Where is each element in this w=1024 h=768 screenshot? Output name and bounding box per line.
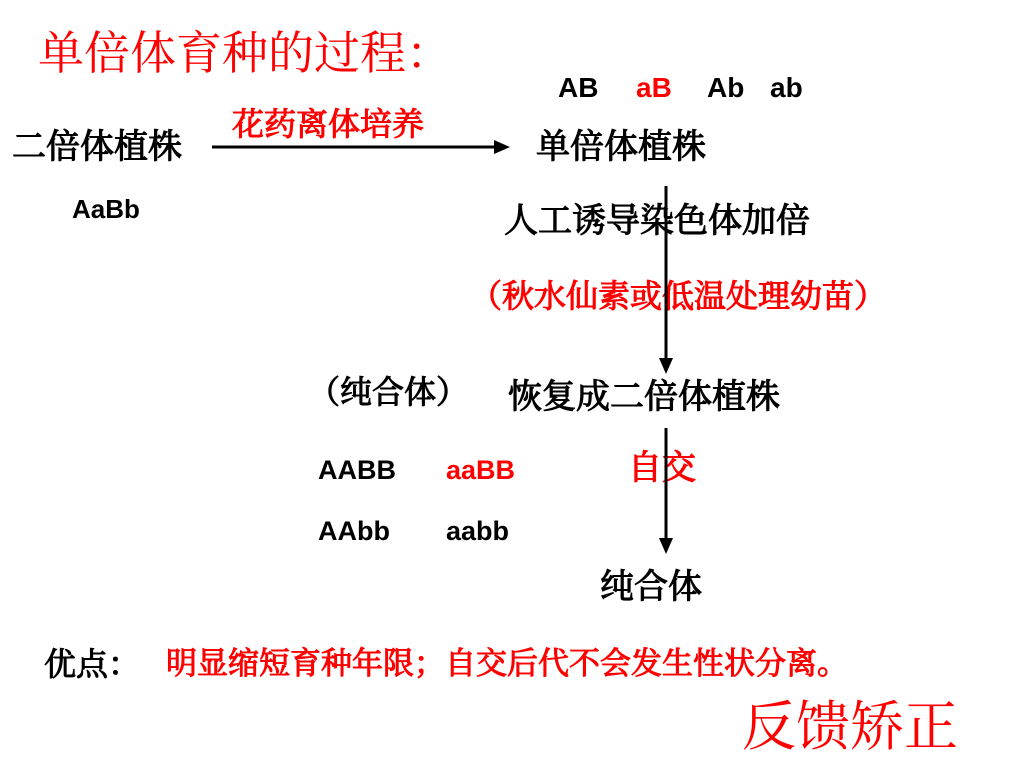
restored-diploid-label: 恢复成二倍体植株 xyxy=(508,377,780,417)
diploid-plant-label: 二倍体植株 xyxy=(12,127,182,167)
arrow-head xyxy=(494,140,510,154)
homozygote-result-label: 纯合体 xyxy=(600,567,702,607)
gamete-genotype: Ab xyxy=(707,72,745,103)
diploid-genotype: AaBb xyxy=(72,194,140,224)
selfing-label: 自交 xyxy=(628,448,696,488)
feedback-label: 反馈矫正 xyxy=(742,695,958,758)
page-title: 单倍体育种的过程： xyxy=(38,26,452,80)
gamete-genotype: AB xyxy=(558,72,599,103)
genotype-item: AABB xyxy=(318,455,396,485)
colchicine-note: （秋水仙素或低温处理幼苗） xyxy=(470,277,887,315)
homozygote-note: （纯合体） xyxy=(308,373,469,411)
advantage-label: 优点： xyxy=(44,645,141,683)
haploid-plant-label: 单倍体植株 xyxy=(536,127,706,167)
arrow-head xyxy=(659,358,673,374)
gamete-genotype: aB xyxy=(636,72,672,103)
advantage-text: 明显缩短育种年限；自交后代不会发生性状分离。 xyxy=(166,646,848,682)
genotype-item: aabb xyxy=(446,516,510,546)
anther-culture-label: 花药离体培养 xyxy=(232,105,425,143)
arrow-head xyxy=(659,538,673,554)
genotype-item: aaBB xyxy=(446,455,516,485)
genotype-item: AAbb xyxy=(318,516,390,546)
gamete-genotype: ab xyxy=(770,72,803,103)
chromosome-doubling-label: 人工诱导染色体加倍 xyxy=(504,201,810,241)
